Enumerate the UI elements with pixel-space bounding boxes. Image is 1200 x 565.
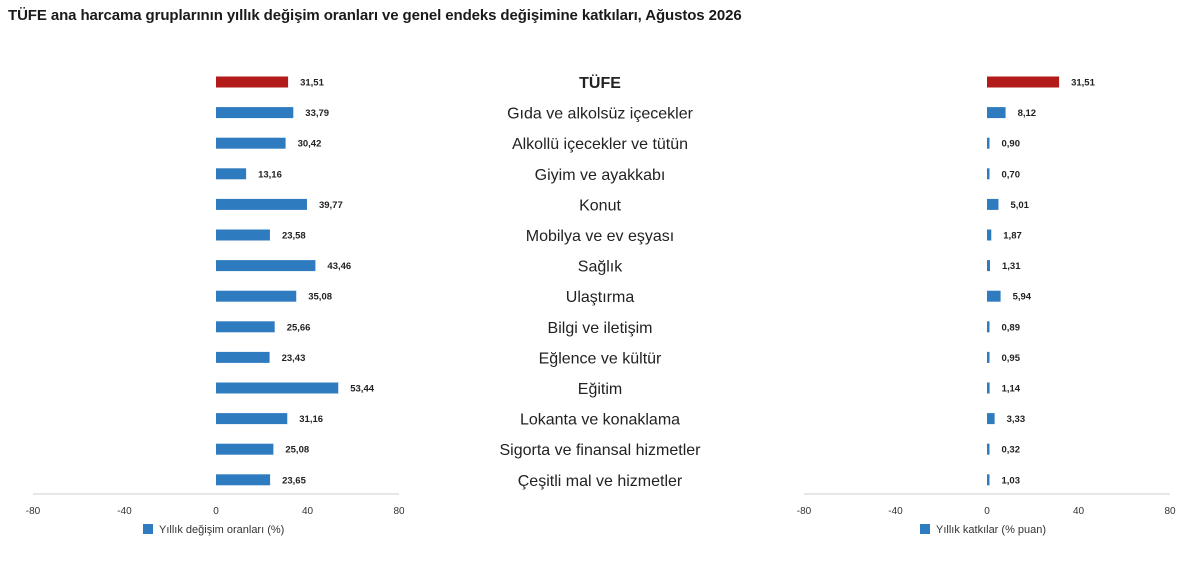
category-label: Konut [579,197,621,215]
category-label: Gıda ve alkolsüz içecekler [507,105,693,123]
bar [987,413,995,424]
x-tick-label: -40 [888,506,903,517]
bar [987,474,990,485]
x-tick-label: 80 [1164,506,1176,517]
bar [987,321,990,332]
legend-swatch [143,524,153,534]
bar [216,199,307,210]
bar [987,168,990,179]
data-label: 1,31 [1001,261,1021,273]
bar [987,444,990,455]
category-label: Bilgi ve iletişim [547,319,653,337]
data-label: 35,08 [308,291,333,303]
category-label: Eğlence ve kültür [538,350,662,368]
data-label: 1,14 [1001,383,1021,395]
bar [216,230,270,241]
bar [987,77,1059,88]
data-label: 0,89 [1001,322,1020,334]
x-tick-label: 0 [984,506,990,517]
data-label: 25,66 [286,322,311,334]
data-label: 39,77 [318,199,343,211]
x-tick-label: -80 [25,506,41,517]
x-tick-label: 0 [213,506,219,517]
category-label: Sağlık [577,258,623,276]
data-label: 31,51 [1071,77,1095,89]
bar [987,260,990,271]
bar [216,383,338,394]
chart-title: TÜFE ana harcama gruplarının yıllık değişim oranları ve genel endeks değişimine katkıları, Ağustos 2026 [8,7,742,24]
x-tick-label: -40 [117,506,132,517]
bar [216,321,275,332]
data-label: 31,51 [300,77,324,89]
data-label: 43,46 [327,261,352,273]
bar [216,413,287,424]
bar [987,230,991,241]
data-label: 33,79 [305,108,330,120]
data-label: 5,01 [1010,199,1029,211]
data-label: 31,16 [299,414,324,426]
data-label: 23,43 [281,352,306,364]
legend-swatch [920,524,930,534]
x-tick-label: -80 [796,506,812,517]
data-label: 5,94 [1012,291,1032,303]
bar [987,383,990,394]
bar [216,260,315,271]
bar [216,107,293,118]
bar [987,352,990,363]
x-tick-label: 40 [1072,506,1085,517]
bar [987,199,998,210]
data-label: 23,65 [282,475,306,487]
data-label: 8,12 [1017,108,1037,120]
data-label: 0,90 [1001,138,1020,150]
data-label: 0,95 [1001,352,1020,364]
bar [216,352,270,363]
data-label: 1,87 [1003,230,1022,242]
data-label: 30,42 [297,138,322,150]
bar [216,291,296,302]
category-label: Lokanta ve konaklama [519,411,681,429]
bar [216,444,273,455]
data-label: 0,70 [1001,169,1020,181]
data-label: 0,32 [1001,444,1020,456]
bar [987,291,1001,302]
data-label: 25,08 [285,444,310,456]
bar [987,138,990,149]
bar [987,107,1006,118]
category-label: TÜFE [579,75,621,92]
category-label: Giyim ve ayakkabı [534,166,666,184]
data-label: 3,33 [1006,414,1026,426]
bar [216,168,246,179]
legend-label: Yıllık değişim oranları (%) [159,524,285,536]
category-label: Eğitim [577,381,623,398]
x-tick-label: 80 [393,506,405,517]
category-label: Çeşitli mal ve hizmetler [517,472,683,490]
bar [216,474,270,485]
data-label: 1,03 [1001,475,1020,487]
category-label: Ulaştırma [565,289,635,307]
bar [216,77,288,88]
category-label: Alkollü içecekler ve tütün [511,136,689,154]
x-tick-label: 40 [301,506,314,517]
legend-label: Yıllık katkılar (% puan) [936,524,1047,536]
data-label: 53,44 [350,383,375,395]
data-label: 13,16 [258,169,282,181]
category-label: Sigorta ve finansal hizmetler [499,442,701,460]
bar [216,138,286,149]
category-label: Mobilya ve ev eşyası [525,228,675,245]
data-label: 23,58 [281,230,306,242]
